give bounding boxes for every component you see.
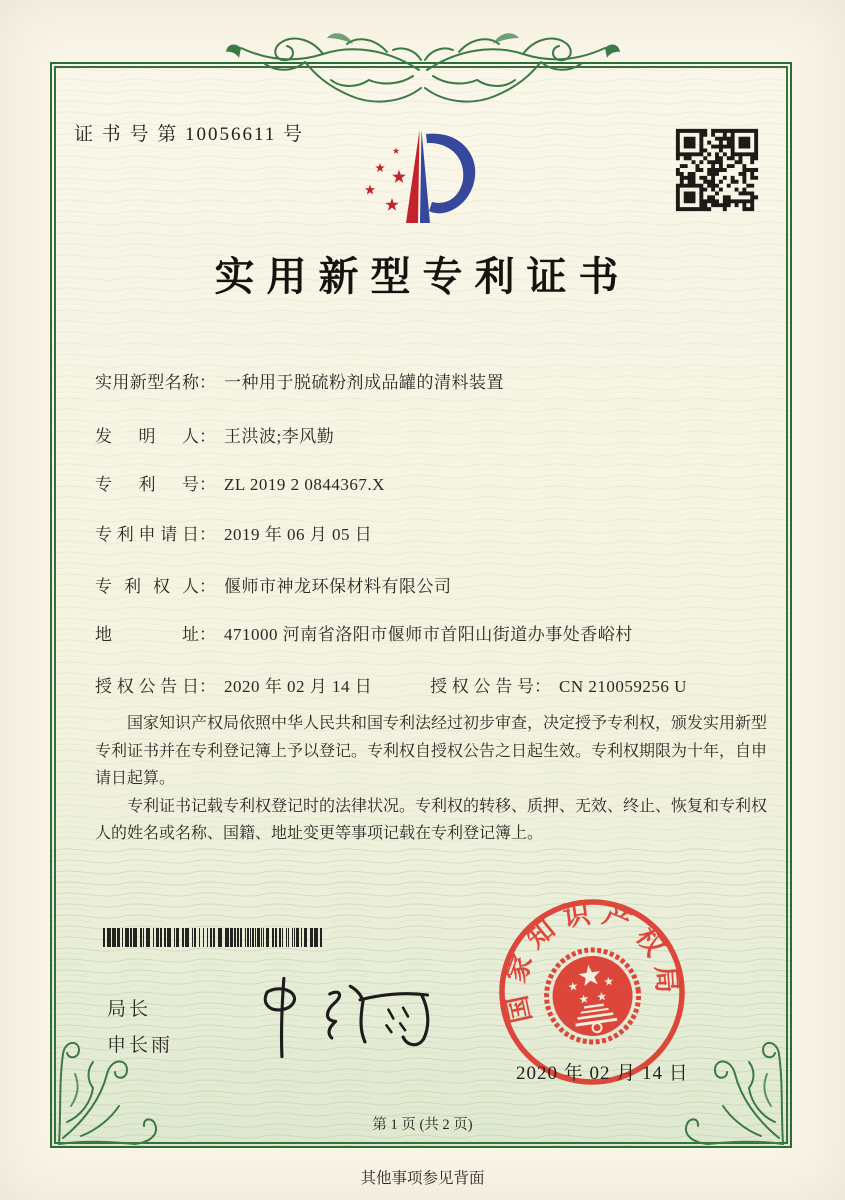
logo-triangle-blue [420, 130, 430, 223]
seal-national-emblem [541, 944, 645, 1048]
cnipa-logo [342, 126, 507, 238]
logo-stars [365, 148, 406, 211]
certificate-number: 证 书 号 第 10056611 号 [74, 124, 305, 145]
field-row-patentee: 专利权人： 偃师市神龙环保材料有限公司 [95, 572, 785, 597]
field-label: 发明人 [95, 427, 199, 446]
field-label: 专利权人 [95, 577, 199, 596]
qr-code [672, 125, 762, 215]
field-value: 2019 年 06 月 05 日 [224, 525, 373, 544]
logo-p-bowl [426, 134, 475, 214]
field-row-address: 地址： 471000 河南省洛阳市偃师市首阳山街道办事处香峪村 [95, 620, 785, 645]
grant-date-value: 2020 年 02 月 14 日 [224, 677, 373, 696]
field-row-inventor: 发明人： 王洪波;李风勤 [95, 422, 785, 447]
field-row-name: 实用新型名称： 一种用于脱硫粉剂成品罐的清料装置 [95, 368, 785, 393]
director-title: 局长 [107, 999, 152, 1020]
top-flourish-ornament [226, 33, 620, 101]
logo-triangle-red [406, 130, 420, 223]
director-signature [235, 968, 450, 1066]
barcode [103, 928, 323, 947]
page-footer: 第 1 页 (共 2 页) [372, 1117, 473, 1133]
field-label: 地址 [95, 625, 199, 644]
grant-date-label: 授权公告日 [95, 677, 199, 696]
field-label: 实用新型名称 [95, 373, 199, 392]
certificate-title: 实用新型专利证书 [214, 254, 631, 299]
director-name: 申长雨 [107, 1035, 174, 1056]
field-row-patent-no: 专利号： ZL 2019 2 0844367.X [95, 470, 785, 495]
seal-date: 2020 年 02 月 14 日 [516, 1063, 689, 1084]
field-row-grant: 授权公告日： 2020 年 02 月 14 日 授权公告号： CN 210059256 U [95, 672, 785, 697]
field-value: 偃师市神龙环保材料有限公司 [224, 577, 452, 596]
legal-text [95, 710, 767, 848]
field-value: ZL 2019 2 0844367.X [224, 475, 385, 494]
field-row-filing-date: 专利申请日： 2019 年 06 月 05 日 [95, 520, 785, 545]
field-value: 一种用于脱硫粉剂成品罐的清料装置 [224, 373, 504, 392]
field-value: 王洪波;李风勤 [224, 427, 335, 446]
seal-agency-text: 国家知识产权局 [499, 897, 683, 1026]
grant-no-value: CN 210059256 U [559, 677, 687, 696]
body-paragraph: 国家知识产权局依照中华人民共和国专利法经过初步审查，决定授予专利权，颁发实用新型专利证书并在专利登记簿上予以登记。专利权自授权公告之日起生效。专利权期限为十年，自申请日起算。 [95, 715, 768, 788]
field-label: 专利申请日 [95, 525, 199, 544]
grant-no-label: 授权公告号 [430, 677, 534, 696]
field-label: 专利号 [95, 475, 199, 494]
back-note: 其他事项参见背面 [360, 1170, 485, 1187]
field-value: 471000 河南省洛阳市偃师市首阳山街道办事处香峪村 [224, 625, 633, 644]
body-paragraph: 专利证书记载专利权登记时的法律状况。专利权的转移、质押、无效、终止、恢复和专利权人的姓名或名称、国籍、地址变更等事项记载在专利登记簿上。 [95, 797, 768, 843]
